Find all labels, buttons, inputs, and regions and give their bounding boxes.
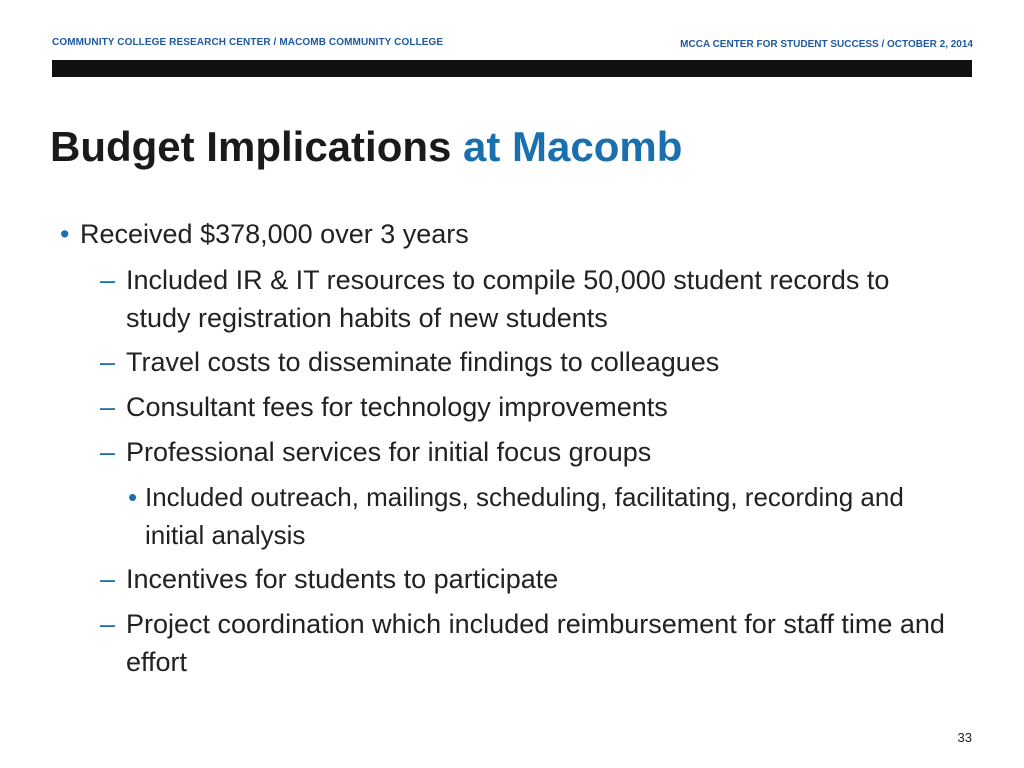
bullet-text: Incentives for students to participate [126, 564, 559, 594]
dash-marker: – [100, 437, 116, 467]
bullet-item-coordination [100, 605, 956, 681]
title-main: Budget Implications [50, 123, 452, 170]
dash-marker: – [100, 392, 116, 422]
bullet-item-consultant [100, 388, 956, 426]
bullet-marker: • [60, 219, 70, 249]
bullet-text: Professional services for initial focus groups [126, 437, 652, 467]
bullet-item-outreach [128, 478, 955, 554]
bullet-text: Included IR & IT resources to compile 50,000 student records to study registration habits of new students [126, 265, 890, 333]
dash-marker: – [100, 564, 116, 594]
bullet-text: Consultant fees for technology improvements [126, 392, 668, 422]
bullet-item-professional [100, 433, 956, 471]
bullet-text: Included outreach, mailings, scheduling, facilitating, recording and initial analysis [145, 482, 904, 550]
bullet-text: Travel costs to disseminate findings to colleagues [126, 347, 720, 377]
dash-marker: – [100, 265, 116, 295]
bullet-marker: • [128, 482, 138, 512]
title-accent: at Macomb [463, 123, 683, 170]
page-number: 33 [957, 730, 972, 745]
dash-marker: – [100, 609, 116, 639]
bullet-item-travel [100, 343, 956, 381]
dash-marker: – [100, 347, 116, 377]
bullet-text: Project coordination which included reimbursement for staff time and effort [126, 609, 945, 677]
bullet-item-ir-it [100, 261, 956, 337]
header-right-text: MCCA CENTER FOR STUDENT SUCCESS / OCTOBER 2, 2014 [680, 39, 973, 50]
header-left-text: COMMUNITY COLLEGE RESEARCH CENTER / MACOMB COMMUNITY COLLEGE [52, 37, 444, 48]
bullet-text: Received $378,000 over 3 years [80, 219, 469, 249]
bullet-item-incentives [100, 560, 956, 598]
bullet-item-received [60, 215, 960, 253]
